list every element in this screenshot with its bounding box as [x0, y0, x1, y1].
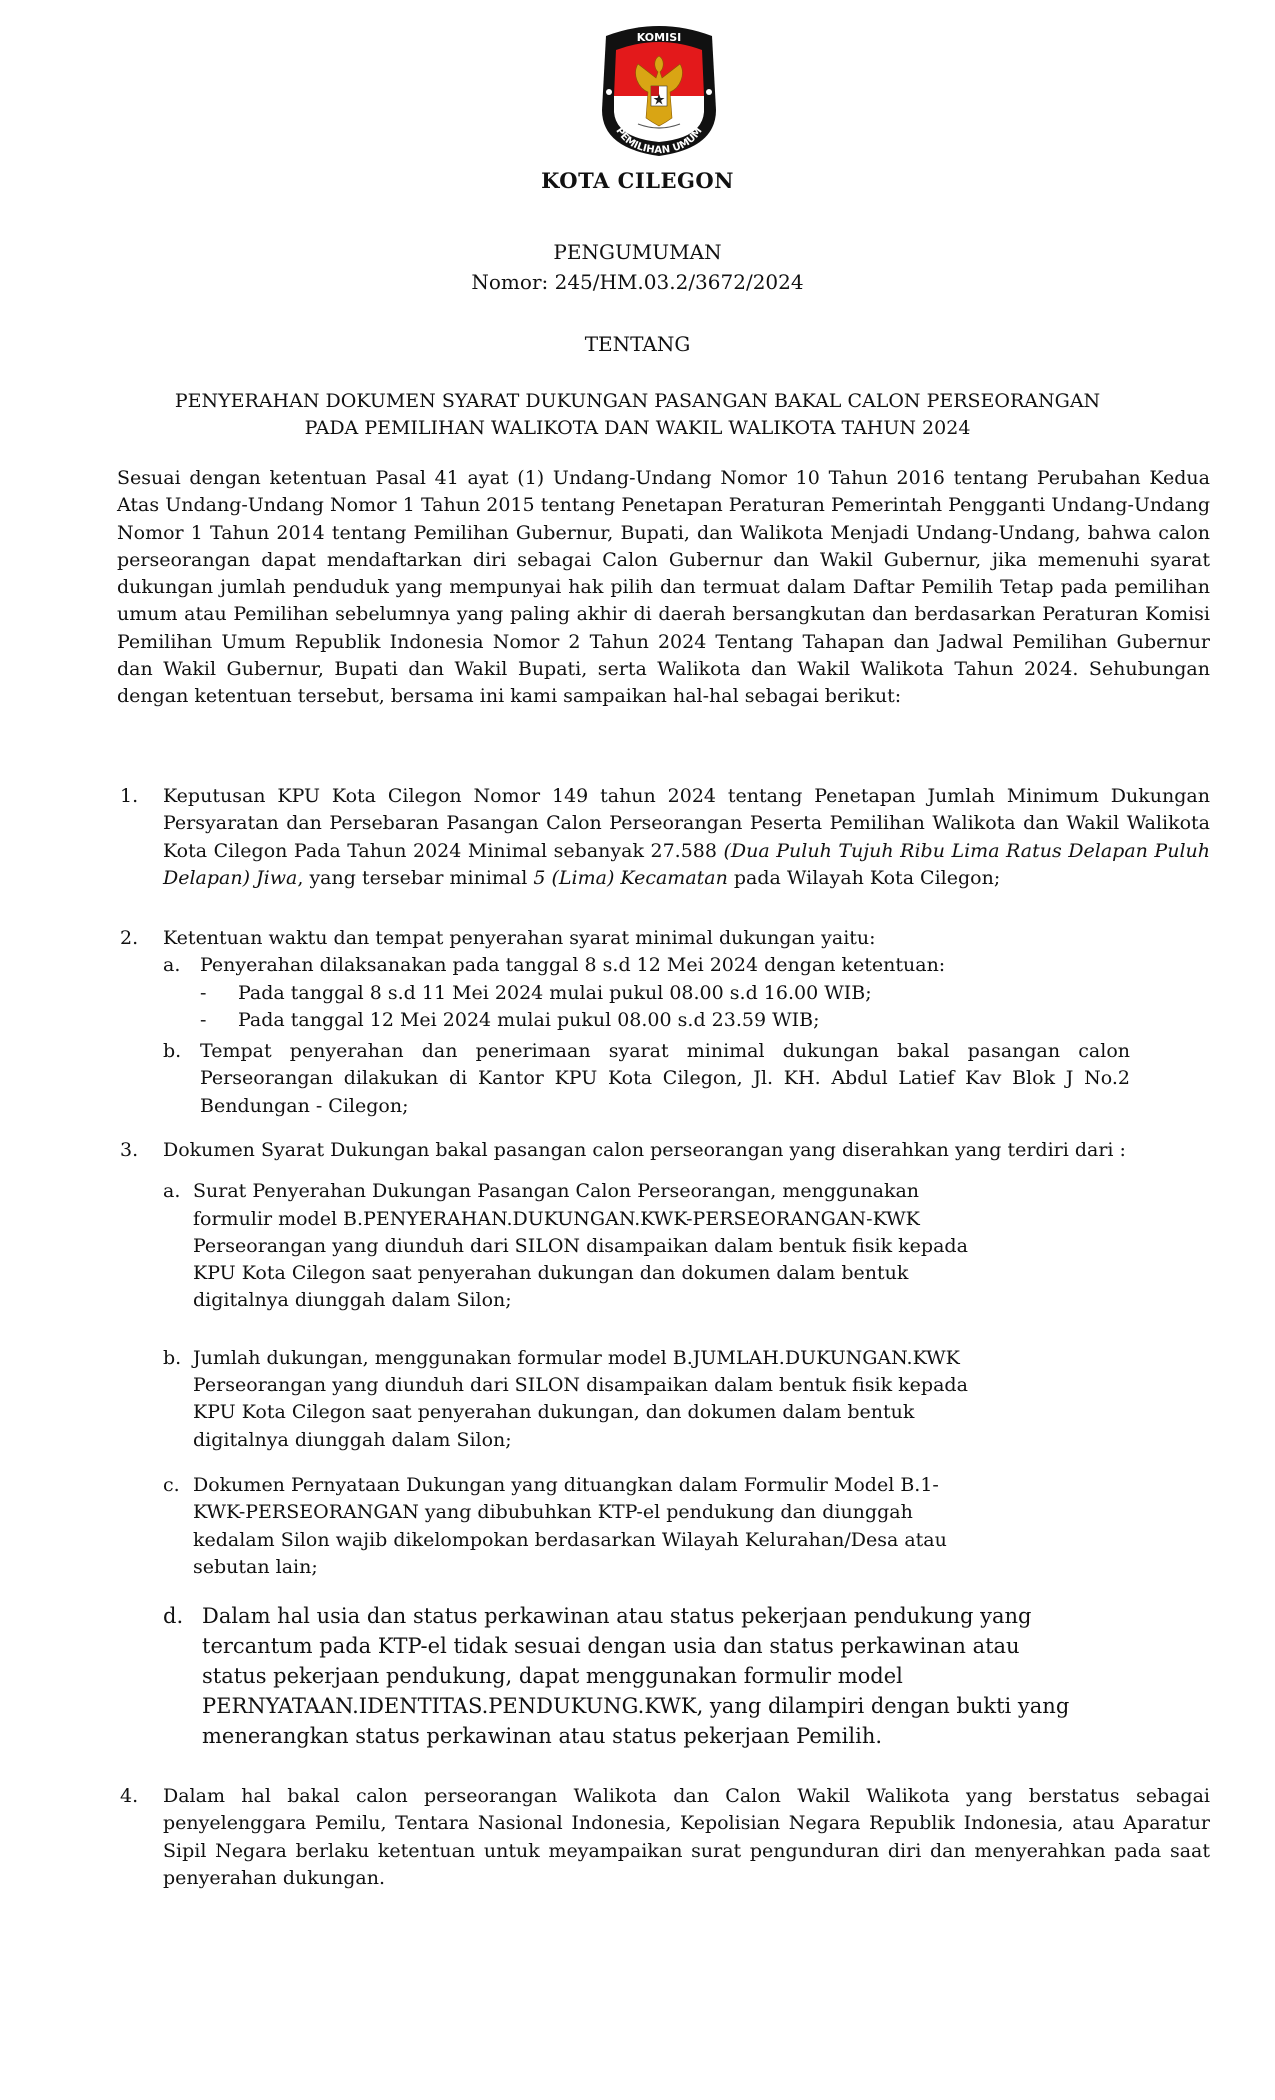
sub-item-2b	[117, 1038, 1210, 1120]
list-number: 4.	[120, 1785, 139, 1807]
bullet-item	[117, 1007, 1210, 1034]
list-number: 3.	[120, 1139, 139, 1161]
sub-text: Dalam hal usia dan status perkawinan atau status pekerjaan pendukung yang tercantum pada KTP-el tidak sesuai dengan usia dan status perkawinan atau status pekerjaan pendukung, dapat menggunakan formulir model PERNYATAAN.IDENTITAS.PENDUKUNG.KWK, yang dilampiri dengan bukti yang menerangkan status perkawinan atau status pekerjaan Pemilih.	[202, 1604, 1070, 1749]
sub-item-3a	[117, 1178, 1210, 1314]
kpu-emblem-icon	[598, 22, 720, 158]
list-item-1	[117, 783, 1210, 892]
logo-top-text: KOMISI	[636, 31, 682, 44]
intro-paragraph: Sesuai dengan ketentuan Pasal 41 ayat (1) Undang-Undang Nomor 10 Tahun 2016 tentang Perubahan Kedua Atas Undang-Undang Nomor 1 Tahun 2015 tentang Penetapan Peraturan Pemerintah Pengganti Undang-Undang Nomor 1 Tahun 2014 tentang Pemilihan Gubernur, Bupati, dan Walikota Menjadi Undang-Undang, bahwa calon perseorangan dapat mendaftarkan diri sebagai Calon Gubernur dan Wakil Gubernur, jika memenuhi syarat dukungan jumlah penduduk yang mempunyai hak pilih dan termuat dalam Daftar Pemilih Tetap pada pemilihan umum atau Pemilihan sebelumnya yang paling akhir di daerah bersangkutan dan berdasarkan Peraturan Komisi Pemilihan Umum Republik Indonesia Nomor 2 Tahun 2024 Tentang Tahapan dan Jadwal Pemilihan Gubernur dan Wakil Gubernur, Bupati dan Wakil Bupati, serta Walikota dan Wakil Walikota Tahun 2024. Sehubungan dengan ketentuan tersebut, bersama ini kami sampaikan hal-hal sebagai berikut:	[117, 467, 1210, 708]
list-item-3	[117, 1137, 1210, 1751]
list-item-text: Keputusan KPU Kota Cilegon Nomor 149 tahun 2024 tentang Penetapan Jumlah Minimum Dukungan Persyaratan dan Persebaran Pasangan Calon Perseorangan Peserta Pemilihan Walikota dan Wakil Walikota Kota Cilegon Pada Tahun 2024 Minimal sebanyak 27.588 (Dua Puluh Tujuh Ribu Lima Ratus Delapan Puluh Delapan) Jiwa, yang tersebar minimal 5 (Lima) Kecamatan pada Wilayah Kota Cilegon;	[163, 785, 1210, 889]
list-item-text: Dokumen Syarat Dukungan bakal pasangan calon perseorangan yang diserahkan yang terdiri dari :	[163, 1139, 1126, 1161]
sub-item-3b	[117, 1345, 1210, 1454]
document-title-line-1: PENYERAHAN DOKUMEN SYARAT DUKUNGAN PASANGAN BAKAL CALON PERSEORANGAN	[174, 390, 1101, 412]
dash-bullet: -	[200, 1008, 207, 1031]
document-number: Nomor: 245/HM.03.2/3672/2024	[471, 270, 804, 294]
dash-bullet: -	[200, 981, 207, 1004]
list-number: 2.	[120, 927, 139, 949]
sub-label: d.	[163, 1604, 184, 1629]
list-item-2	[117, 925, 1210, 1120]
logo-bottom-text: PEMILIHAN UMUM	[613, 125, 705, 157]
sub-label: a.	[163, 1180, 181, 1203]
sub-text: Jumlah dukungan, menggunakan formular model B.JUMLAH.DUKUNGAN.KWK Perseorangan yang diunduh dari SILON disampaikan dalam bentuk fisik kepada KPU Kota Cilegon saat penyerahan dukungan, dan dokumen dalam bentuk digitalnya diunggah dalam Silon;	[193, 1346, 968, 1451]
sub-item-3d	[117, 1601, 1210, 1751]
sub-text: Surat Penyerahan Dukungan Pasangan Calon Perseorangan, menggunakan formulir model B.PENYERAHAN.DUKUNGAN.KWK-PERSEORANGAN-KWK Perseorangan yang diunduh dari SILON disampaikan dalam bentuk fisik kepada KPU Kota Cilegon saat penyerahan dukungan dan dokumen dalam bentuk digitalnya diunggah dalam Silon;	[193, 1180, 968, 1312]
sub-label: c.	[163, 1473, 180, 1496]
document-type: PENGUMUMAN	[553, 240, 722, 264]
sub-text: Penyerahan dilaksanakan pada tanggal 8 s.d 12 Mei 2024 dengan ketentuan:	[200, 954, 946, 977]
sub-text: Dokumen Pernyataan Dukungan yang dituangkan dalam Formulir Model B.1- KWK-PERSEORANGAN yang dibubuhkan KTP-el pendukung dan diunggah kedalam Silon wajib dikelompokan berdasarkan Wilayah Kelurahan/Desa atau sebutan lain;	[193, 1473, 947, 1578]
about-label: TENTANG	[584, 332, 691, 356]
sub-label: b.	[163, 1346, 182, 1369]
bullet-text: Pada tanggal 8 s.d 11 Mei 2024 mulai pukul 08.00 s.d 16.00 WIB;	[238, 981, 872, 1004]
list-number: 1.	[120, 785, 139, 807]
sub-label: b.	[163, 1040, 182, 1063]
list-item-text: Ketentuan waktu dan tempat penyerahan syarat minimal dukungan yaitu:	[163, 927, 876, 949]
sub-label: a.	[163, 954, 181, 977]
bullet-item	[117, 980, 1210, 1007]
sub-text: Tempat penyerahan dan penerimaan syarat minimal dukungan bakal pasangan calon Perseorangan dilakukan di Kantor KPU Kota Cilegon, Jl. KH. Abdul Latief Kav Blok J No.2 Bendungan - Cilegon;	[200, 1040, 1130, 1117]
sub-item-3c	[117, 1472, 1210, 1581]
document-title-line-2: PADA PEMILIHAN WALIKOTA DAN WAKIL WALIKOTA TAHUN 2024	[304, 417, 971, 439]
bullet-text: Pada tanggal 12 Mei 2024 mulai pukul 08.00 s.d 23.59 WIB;	[238, 1008, 820, 1031]
city-heading: KOTA CILEGON	[541, 168, 734, 193]
list-item-4	[117, 1783, 1210, 1892]
list-item-text: Dalam hal bakal calon perseorangan Walikota dan Calon Wakil Walikota yang berstatus sebagai penyelenggara Pemilu, Tentara Nasional Indonesia, Kepolisian Negara Republik Indonesia, atau Aparatur Sipil Negara berlaku ketentuan untuk meyampaikan surat pengunduran diri dan menyerahkan pada saat penyerahan dukungan.	[163, 1785, 1210, 1889]
sub-item-2a	[117, 952, 1210, 979]
